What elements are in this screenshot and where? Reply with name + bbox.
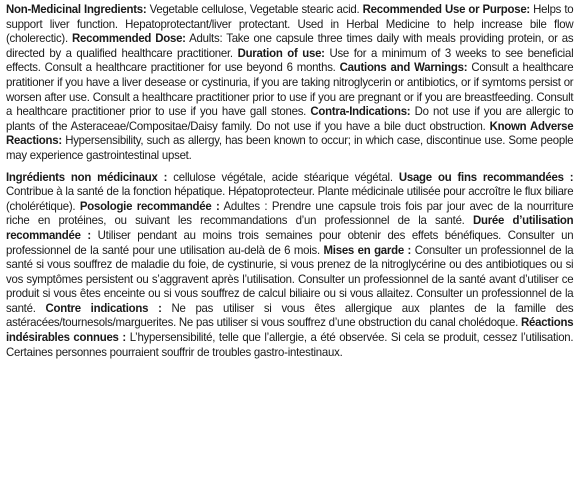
mises-en-garde-text: Consulter un professionnel de la santé si vous souffrez de maladie du foie, de cystinurie, si vous prenez de la nitroglycérine ou des antibiotiques ou si vos symptômes persistent ou s’aggravent après l’utilisation. Consulter un professionnel de la santé avant d’utiliser ce produit si vous êtes enceinte ou si vous souffrez de calcul biliaire ou si vous allaitez. Consulter un professionnel de la santé.: [6, 243, 574, 315]
contre-indications-heading: Contre indications :: [45, 301, 162, 315]
duration-of-use-text: Use for a minimum of 3 weeks to see beneficial effects. Consult a healthcare practitioner for use beyond 6 months.: [6, 46, 574, 75]
ingredients-non-medicinaux-heading: Ingrédients non médicinaux :: [6, 170, 168, 184]
duree-utilisation-text: Utiliser pendant au moins trois semaines pour obtenir des effets bénéfiques. Consulter un professionnel de la santé pour une utilisation au-delà de 6 mois.: [6, 228, 574, 257]
cautions-warnings-text: Consult a healthcare pratitioner if you have a liver desease or cystinuria, if you are taking nitroglycerin or antibiotics, or if symtoms persist or worsen after use. Consult a healthcare practitioner prior to use if you are pregnant or if you are breastfeeding. Consult a healthcare practitioner prior to use if you have gall stones.: [6, 61, 574, 119]
contra-indications-text: Do not use if you are allergic to plants of the Asteraceae/Compositae/Daisy family. Do not use if you have a bile duct obstruction.: [6, 105, 574, 133]
french-section: [6, 171, 573, 361]
recommended-use-heading: Recommended Use or Purpose:: [362, 3, 530, 16]
non-medicinal-ingredients-heading: Non-Medicinal Ingredients:: [6, 3, 147, 16]
duree-utilisation-heading: Durée d’utilisation recommandée :: [6, 214, 574, 242]
ingredients-non-medicinaux-text: cellulose végétale, acide stéarique végétal.: [167, 170, 399, 184]
recommended-dose-text: Adults: Take one capsule three times daily with meals providing protein, or as directed by a qualified healthcare practitioner.: [6, 32, 574, 60]
contre-indications-text: Ne pas utiliser si vous êtes allergique aux plantes de la famille des astéracées/tournesols/marguerites. Ne pas utiliser si vous souffrez d’une obstruction du canal cholédoque.: [6, 301, 574, 330]
cautions-warnings-heading: Cautions and Warnings:: [339, 61, 468, 75]
english-section: [6, 3, 573, 164]
recommended-dose-heading: Recommended Dose:: [71, 32, 186, 46]
non-medicinal-ingredients-text: Vegetable cellulose, Vegetable stearic acid.: [146, 3, 363, 16]
recommended-use-text: Helps to support liver function. Hepatoprotectant/liver protectant. Used in Herbal Medicine to help increase bile flow (cholerectic).: [6, 3, 574, 46]
posologie-heading: Posologie recommandée :: [79, 199, 220, 213]
reactions-indesirables-heading: Réactions indésirables connues :: [6, 316, 574, 345]
adverse-reactions-heading: Known Adverse Reactions:: [6, 119, 574, 148]
mises-en-garde-heading: Mises en garde :: [323, 243, 412, 257]
posologie-text: Adultes : Prendre une capsule trois fois par jour avec de la nourriture riche en protéines, ou suivant les recommandations d’un professionnel de la santé.: [6, 199, 574, 228]
duration-of-use-heading: Duration of use:: [237, 46, 325, 60]
contra-indications-heading: Contra-Indications:: [310, 105, 411, 119]
reactions-indesirables-text: L’hypersensibilité, telle que l’allergie, a été observée. Si cela se produit, cessez l’utilisation. Certaines personnes pourraient souffrir de troubles gastro-intestinaux.: [6, 331, 574, 359]
usage-fins-heading: Usage ou fins recommandées :: [398, 170, 574, 184]
usage-fins-text: Contribue à la santé de la fonction hépatique. Hépatoprotecteur. Plante médicinale utilisée pour accroître le flux biliare (cholérétique).: [6, 185, 574, 213]
adverse-reactions-text: Hypersensibility, such as allergy, has been known to occur; in which case, discontinue use. Some people may experience gastrointestinal upset.: [6, 134, 574, 162]
